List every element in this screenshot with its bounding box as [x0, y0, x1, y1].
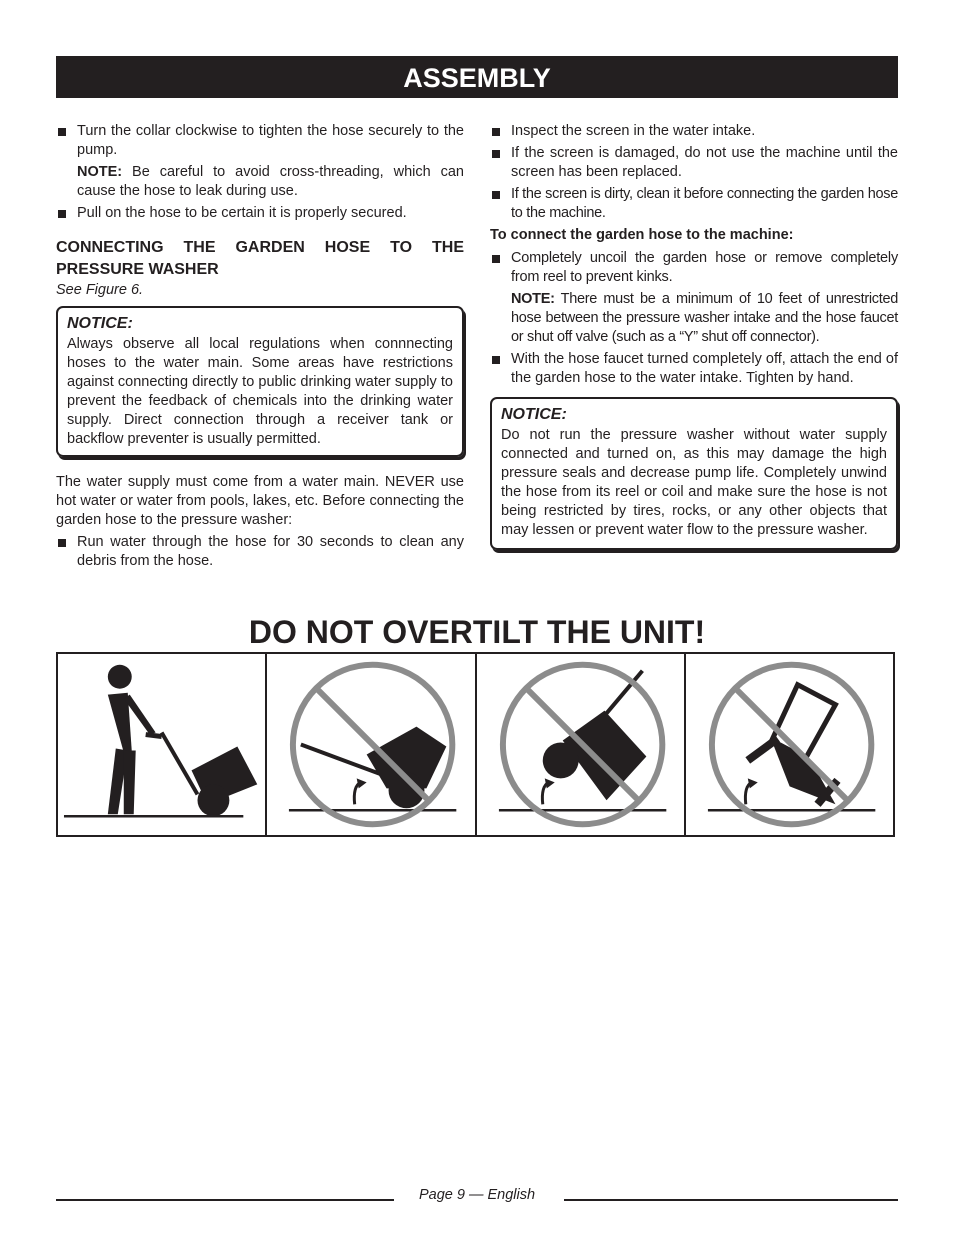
bullet-square-icon	[492, 150, 500, 158]
bullet-square-icon	[58, 210, 66, 218]
prohibited-tilt-icon	[267, 654, 474, 835]
list-item: Pull on the hose to be certain it is properly secured.	[56, 204, 464, 223]
list-item: Completely uncoil the garden hose or remove completely from reel to prevent kinks.	[490, 249, 898, 287]
figure-panel-prohibited-3	[686, 654, 893, 835]
note-label: NOTE:	[511, 291, 555, 307]
notice-body: Always observe all local regulations when connnecting hoses to the water main. Some areas have restrictions against connecting directly to public drinking water supply to prevent the feedback of chemicals into the drinking water supply. Direct connection through a receiver tank or backflow preventer is usually permitted.	[67, 336, 453, 447]
water-supply-paragraph: The water supply must come from a water main. NEVER use hot water or water from pools, lakes, etc. Before connecting the garden hose to the pressure washer:	[56, 474, 464, 528]
person-pushing-unit-icon	[58, 654, 265, 835]
figure-panel-prohibited-1	[267, 654, 476, 835]
section-heading: CONNECTING THE GARDEN HOSE TO THE PRESSURE WASHER	[56, 239, 464, 278]
bullet-square-icon	[492, 191, 500, 199]
notice-box	[56, 306, 464, 457]
overtilt-figure-row	[56, 652, 895, 837]
list-item: Inspect the screen in the water intake.	[490, 122, 898, 141]
right-column	[490, 122, 898, 566]
note-paragraph: NOTE: There must be a minimum of 10 feet of unrestricted hose between the pressure washer intake and the hose faucet or shut off valve (such as a “Y” shut off connector).	[511, 291, 898, 345]
section-banner: ASSEMBLY	[56, 56, 898, 98]
notice-box	[490, 397, 898, 550]
sub-heading: To connect the garden hose to the machine:	[490, 227, 794, 243]
figure-panel-correct	[58, 654, 267, 835]
prohibited-tilt-icon	[686, 654, 893, 835]
bullet-square-icon	[492, 128, 500, 136]
prohibited-tilt-icon	[477, 654, 684, 835]
notice-title: NOTICE:	[67, 315, 133, 332]
bullet-square-icon	[58, 539, 66, 547]
page-footer	[56, 1186, 898, 1208]
bullet-square-icon	[492, 356, 500, 364]
list-item: If the screen is dirty, clean it before connecting the garden hose to the machine.	[490, 185, 898, 223]
note-label: NOTE:	[77, 164, 123, 180]
list-item: Turn the collar clockwise to tighten the hose securely to the pump.	[56, 122, 464, 160]
bullet-square-icon	[58, 128, 66, 136]
list-item: Run water through the hose for 30 seconds to clean any debris from the hose.	[56, 533, 464, 571]
warning-title: DO NOT OVERTILT THE UNIT!	[248, 614, 706, 650]
notice-title: NOTICE:	[501, 406, 567, 423]
list-item: If the screen is damaged, do not use the machine until the screen has been replaced.	[490, 144, 898, 182]
notice-body: Do not run the pressure washer without water supply connected and turned on, as this may damage the high pressure seals and decrease pump life. Completely unwind the hose from its reel or coil and make sure the hose is not being restricted by tires, rocks, or any other objects that may lessen or prevent water flow to the pressure washer.	[501, 427, 887, 538]
note-paragraph: NOTE: Be careful to avoid cross-threading, which can cause the hose to leak during use.	[77, 164, 464, 199]
list-item: With the hose faucet turned completely off, attach the end of the garden hose to the water intake. Tighten by hand.	[490, 350, 898, 388]
page-number: Page 9 — English	[418, 1187, 536, 1203]
left-column	[56, 122, 464, 574]
figure-reference: See Figure 6.	[56, 282, 144, 298]
figure-panel-prohibited-2	[477, 654, 686, 835]
bullet-square-icon	[492, 255, 500, 263]
footer-rule-right	[564, 1199, 898, 1201]
